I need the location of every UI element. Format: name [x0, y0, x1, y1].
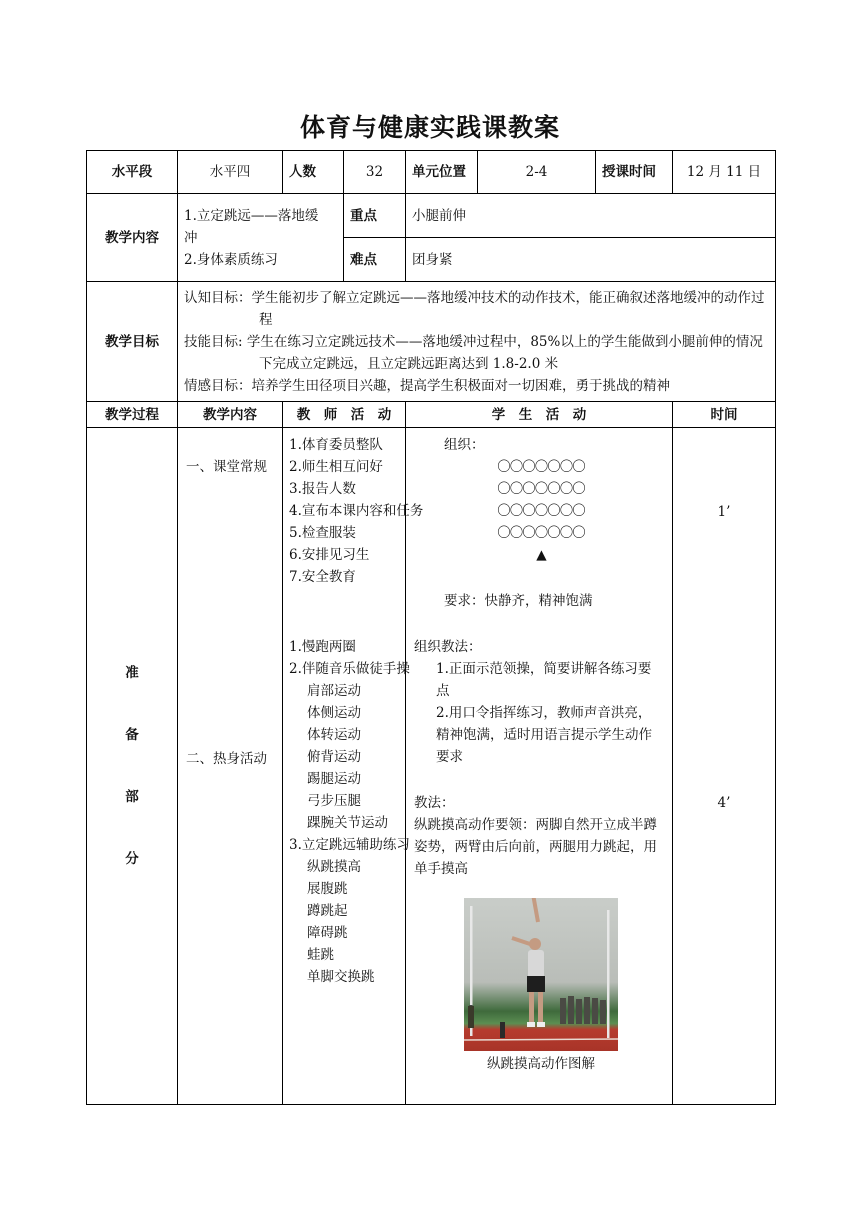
list-item: 蹲跳起: [307, 903, 348, 919]
formation-row: 〇〇〇〇〇〇〇: [497, 459, 585, 475]
list-item: 体转运动: [307, 727, 361, 743]
list-item: 4.宣布本课内容和任务: [289, 503, 424, 519]
list-item: 弓步压腿: [307, 793, 361, 809]
student-activity-cell: [406, 428, 673, 1105]
list-item: 5.检查服装: [289, 525, 356, 541]
teacher-activity-cell: [283, 428, 424, 1105]
photo-caption: 纵跳摸高动作图解: [487, 1056, 595, 1072]
warmup-org-label: 组织教法：: [414, 639, 482, 655]
section-char: 准: [125, 665, 139, 681]
method-label: 教法：: [414, 795, 455, 811]
formation-row: 〇〇〇〇〇〇〇: [497, 503, 585, 519]
routine-content: 一、课堂常规: [186, 459, 267, 475]
key-point-value: 小腿前伸: [406, 194, 776, 238]
list-item: 肩部运动: [307, 683, 361, 699]
routine-requirement: 要求：快静齐，精神饱满: [444, 593, 593, 609]
date-label: 授课时间: [596, 151, 673, 194]
process-header-row: [87, 402, 776, 428]
formation-row: 〇〇〇〇〇〇〇: [497, 525, 585, 541]
affective-goal: 情感目标：培养学生田径项目兴趣，提高学生积极面对一切困难，勇于挑战的精神: [184, 377, 670, 394]
difficulty-label: 难点: [344, 238, 406, 282]
lesson-plan-table: [86, 150, 776, 1105]
goals-label: 教学目标: [87, 282, 178, 402]
method-text: 纵跳摸高动作要领：两脚自然开立成半蹲姿势，两臂由后向前，两腿用力跳起，用单手摸高: [414, 817, 657, 877]
section-label: [87, 428, 178, 1105]
warmup-time: 4’: [717, 795, 731, 811]
unit-value: 2-4: [478, 151, 596, 194]
process-col-teacher: 教 师 活 动: [283, 402, 406, 428]
list-item: 6.安排见习生: [289, 547, 370, 563]
list-item: 展腹跳: [307, 881, 348, 897]
routine-time: 1’: [717, 504, 731, 520]
section-char: 分: [125, 851, 139, 867]
difficulty-value: 团身紧: [406, 238, 776, 282]
list-item: 3.立定跳远辅助练习: [289, 837, 410, 853]
goals-row: [87, 282, 776, 402]
date-value: 12 月 11 日: [673, 151, 776, 194]
process-content-cell: [178, 428, 283, 1105]
list-item: 踝腕关节运动: [307, 815, 388, 831]
list-item: 纵跳摸高: [307, 859, 361, 875]
list-item: 3.报告人数: [289, 481, 356, 497]
warmup-org-methods: [436, 658, 662, 768]
list-item: 踢腿运动: [307, 771, 361, 787]
time-cell: [673, 428, 776, 1105]
org-method-item: 1.正面示范领操，简要讲解各练习要点: [436, 661, 652, 699]
section-char: 部: [125, 789, 139, 805]
process-col-content: 教学内容: [178, 402, 283, 428]
photo-figure: [406, 892, 676, 1075]
list-item: 蛙跳: [307, 947, 334, 963]
org-method-item: 2.用口令指挥练习，教师声音洪亮，精神饱满，适时用语言提示学生动作要求: [436, 705, 652, 765]
section-char: 备: [125, 727, 139, 743]
list-item: 7.安全教育: [289, 569, 356, 585]
count-label: 人数: [283, 151, 344, 194]
list-item: 俯背运动: [307, 749, 361, 765]
header-row: [87, 151, 776, 194]
warmup-content: 二、热身活动: [186, 751, 267, 767]
list-item: 2.师生相互问好: [289, 459, 383, 475]
content-row-key: [87, 194, 776, 238]
list-item: 体侧运动: [307, 705, 361, 721]
list-item: 1.体育委员整队: [289, 437, 383, 453]
page-title: 体育与健康实践课教案: [299, 113, 560, 142]
level-label: 水平段: [87, 151, 178, 194]
list-item: 2.伴随音乐做徒手操: [289, 661, 410, 677]
list-item: 障碍跳: [307, 925, 348, 941]
skill-goal: 技能目标: 学生在练习立定跳远技术——落地缓冲过程中，85%以上的学生能做到小腿前伸的情况下完成立定跳远，且立定跳远距离达到 1.8-2.0 米: [184, 333, 763, 372]
formation: [406, 456, 676, 566]
cognitive-goal: 认知目标：学生能初步了解立定跳远——落地缓冲技术的动作技术，能正确叙述落地缓冲的动作过程: [184, 289, 765, 328]
goals-cell: [178, 282, 776, 402]
content-items: [178, 194, 344, 282]
content-item: 2.身体素质练习: [184, 251, 278, 268]
preparation-row: [87, 428, 776, 1105]
process-col-time: 时间: [673, 402, 776, 428]
list-item: 1.慢跑两圈: [289, 639, 356, 655]
content-label: 教学内容: [87, 194, 178, 282]
process-col-student: 学 生 活 动: [406, 402, 673, 428]
unit-label: 单元位置: [406, 151, 478, 194]
count-value: 32: [344, 151, 406, 194]
routine-org-label: 组织：: [444, 437, 485, 453]
level-value: 水平四: [178, 151, 283, 194]
content-item: 冲: [184, 229, 198, 246]
list-item: 单脚交换跳: [307, 969, 375, 985]
vertical-jump-photo: [464, 898, 618, 1051]
content-item: 1.立定跳远——落地缓: [184, 207, 319, 224]
formation-row: 〇〇〇〇〇〇〇: [497, 481, 585, 497]
teacher-position-icon: ▲: [536, 547, 546, 563]
routine-teacher-list: [289, 434, 423, 588]
key-point-label: 重点: [344, 194, 406, 238]
process-col-stage: 教学过程: [87, 402, 178, 428]
warmup-teacher-list: [289, 636, 410, 988]
